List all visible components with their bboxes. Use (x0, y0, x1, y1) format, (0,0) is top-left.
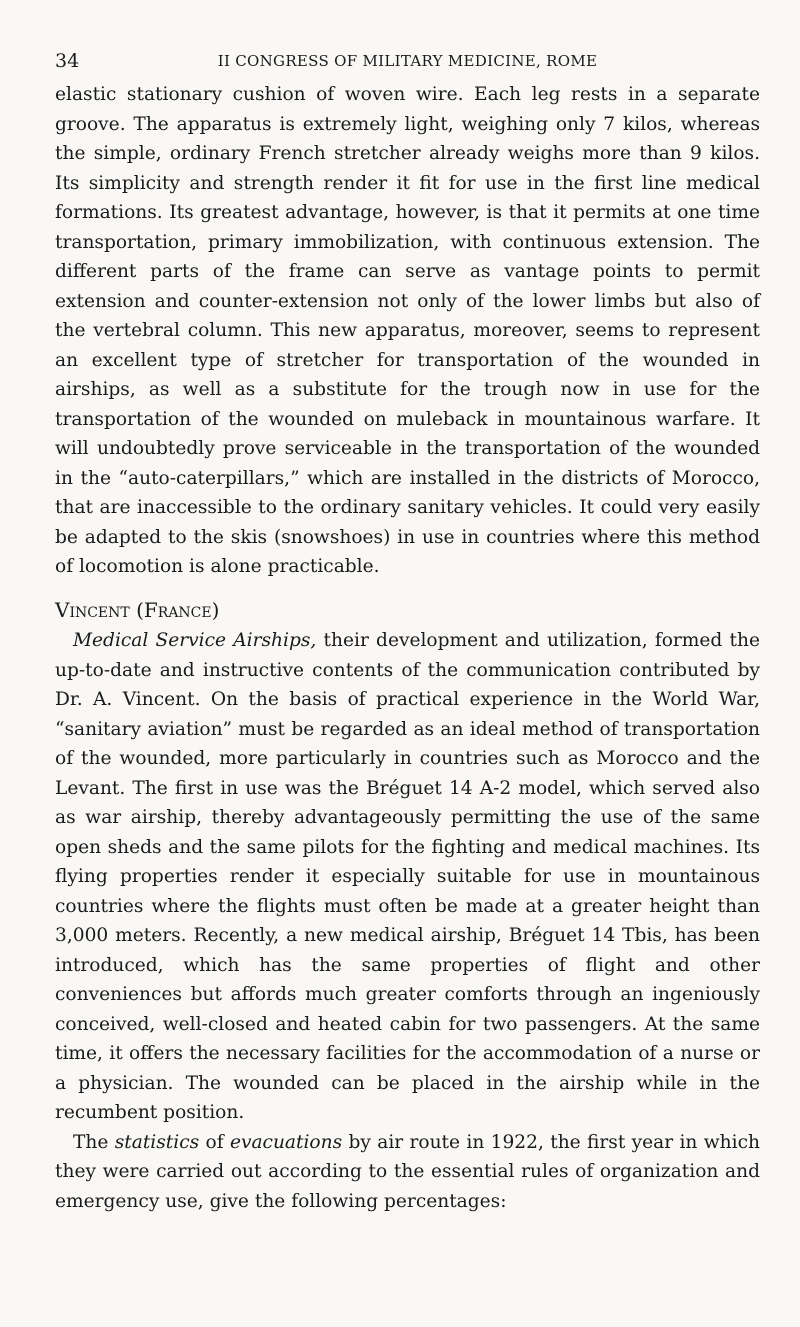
italic-evacuations: evacuations (229, 1131, 343, 1153)
section-heading-vincent: Vincent (France) (55, 597, 220, 622)
paragraph-stretcher: elastic stationary cushion of woven wire. Each leg rests in a separate groove. The apparatus is extremely light, weighing only 7 kilos, whereas the simple, ordinary French stretcher already weighs more than 9 kilos. Its simplicity and strength render it fit for use in the first line medical formations. Its greatest advantage, however, is that it permits at one time transportation, primary immobilization, with continuous extension. The different parts of the frame can serve as vantage points to permit extension and counter-extension not only of the lower limbs but also of the vertebral column. This new apparatus, moreover, seems to represent an excellent type of stretcher for transportation of the wounded in airships, as well as a substitute for the trough now in use for the transportation of the wounded on muleback in mountainous warfare. It will undoubtedly prove serviceable in the transportation of the wounded in the “auto-caterpillars,” which are installed in the districts of Morocco, that are inaccessible to the ordinary sanitary vehicles. It could very easily be adapted to the skis (snowshoes) in use in countries where this method of locomotion is alone practicable. (55, 84, 760, 577)
stat-text-end: by air route in 1922, the first year in which they were carried out according to the essential rules of organization and emergency use, give the following percentages: (55, 1131, 760, 1212)
italic-statistics: statistics (114, 1131, 200, 1153)
paragraph-airships-text: their development and utilization, formed the up-to-date and instructive contents of the communication contributed by Dr. A. Vincent. On the basis of practical experience in the World War, “sanitary aviation” must be regarded as an ideal method of transportation of the wounded, more particularly in countries such as Morocco and the Levant. The first in use was the Bréguet 14 A-2 model, which served also as war airship, thereby advantageously permitting the use of the same open sheds and the same pilots for the fighting and medical machines. Its flying properties render it especially suitable for use in mountainous countries where the flights must often be made at a greater height than 3,000 meters. Recently, a new medical airship, Bréguet 14 Tbis, has been introduced, which has the same properties of flight and other conveniences but affords much greater comforts through an ingeniously conceived, well-closed and heated cabin for two passengers. At the same time, it offers the necessary facilities for the accommodation of a nurse or a physician. The wounded can be placed in the airship while in the recumbent position. (55, 630, 760, 1123)
page (55, 40, 760, 1216)
paragraph-statistics (55, 1128, 760, 1217)
italic-title: Medical Service Airships, (73, 630, 317, 651)
running-head-title: II CONGRESS OF MILITARY MEDICINE, ROME (217, 52, 598, 70)
stat-text-mid: of (199, 1131, 230, 1153)
paragraph-airships (55, 626, 760, 1128)
page-number: 34 (55, 50, 80, 72)
stat-text-start: The (73, 1131, 115, 1153)
body-text (55, 80, 760, 1216)
running-head (55, 40, 760, 80)
